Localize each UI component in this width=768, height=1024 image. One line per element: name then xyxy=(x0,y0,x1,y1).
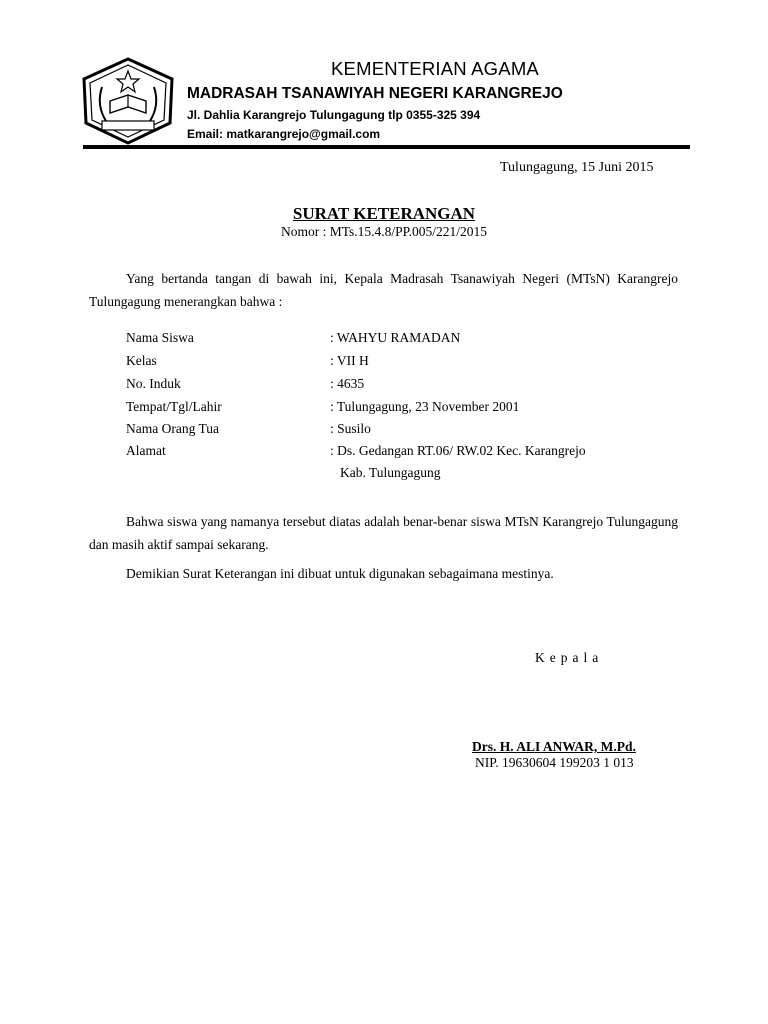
school-address: Jl. Dahlia Karangrejo Tulungagung tlp 0355-325 394 xyxy=(187,108,481,122)
letter-title xyxy=(0,204,768,224)
info-value: : Susilo xyxy=(330,421,371,436)
info-label: Kelas xyxy=(126,353,157,368)
place-date: Tulungagung, 15 Juni 2015 xyxy=(500,160,654,175)
info-label: Nama Siswa xyxy=(126,330,194,345)
school-name: MADRASAH TSANAWIYAH NEGERI KARANGREJO xyxy=(187,85,563,102)
school-email: Email: matkarangrejo@gmail.com xyxy=(187,127,381,141)
info-label: No. Induk xyxy=(126,376,181,391)
ministry-logo-icon xyxy=(80,57,176,145)
info-label: Tempat/Tgl/Lahir xyxy=(126,399,222,414)
signatory-role: Kepala xyxy=(535,650,604,665)
statement-text: Bahwa siswa yang namanya tersebut diatas adalah benar-benar siswa MTsN Karangrejo Tulungagung dan masih aktif sampai sekarang. xyxy=(89,514,678,552)
info-label: Nama Orang Tua xyxy=(126,421,219,436)
info-value: : Ds. Gedangan RT.06/ RW.02 Kec. Karangrejo xyxy=(330,443,586,458)
signatory-nip: NIP. 19630604 199203 1 013 xyxy=(475,755,634,770)
address-continued: Kab. Tulungagung xyxy=(340,465,441,480)
closing-paragraph xyxy=(89,562,678,585)
closing-text: Demikian Surat Keterangan ini dibuat untuk digunakan sebagaimana mestinya. xyxy=(126,566,554,581)
info-value: : VII H xyxy=(330,353,369,368)
info-value: : Tulungagung, 23 November 2001 xyxy=(330,399,520,414)
info-value: : 4635 xyxy=(330,376,365,391)
letter-number: Nomor : MTs.15.4.8/PP.005/221/2015 xyxy=(280,224,488,239)
info-label: Alamat xyxy=(126,443,166,458)
letterhead-divider xyxy=(83,145,690,149)
letter-title-text: SURAT KETERANGAN xyxy=(292,204,476,223)
info-value: : WAHYU RAMADAN xyxy=(330,330,461,345)
opening-text: Yang bertanda tangan di bawah ini, Kepala Madrasah Tsanawiyah Negeri (MTsN) Karangrejo Tulungagung menerangkan bahwa : xyxy=(89,271,678,309)
signatory-name: Drs. H. ALI ANWAR, M.Pd. xyxy=(472,739,636,754)
opening-paragraph xyxy=(89,267,678,313)
statement-paragraph xyxy=(89,510,678,556)
ministry-name: KEMENTERIAN AGAMA xyxy=(331,58,539,79)
